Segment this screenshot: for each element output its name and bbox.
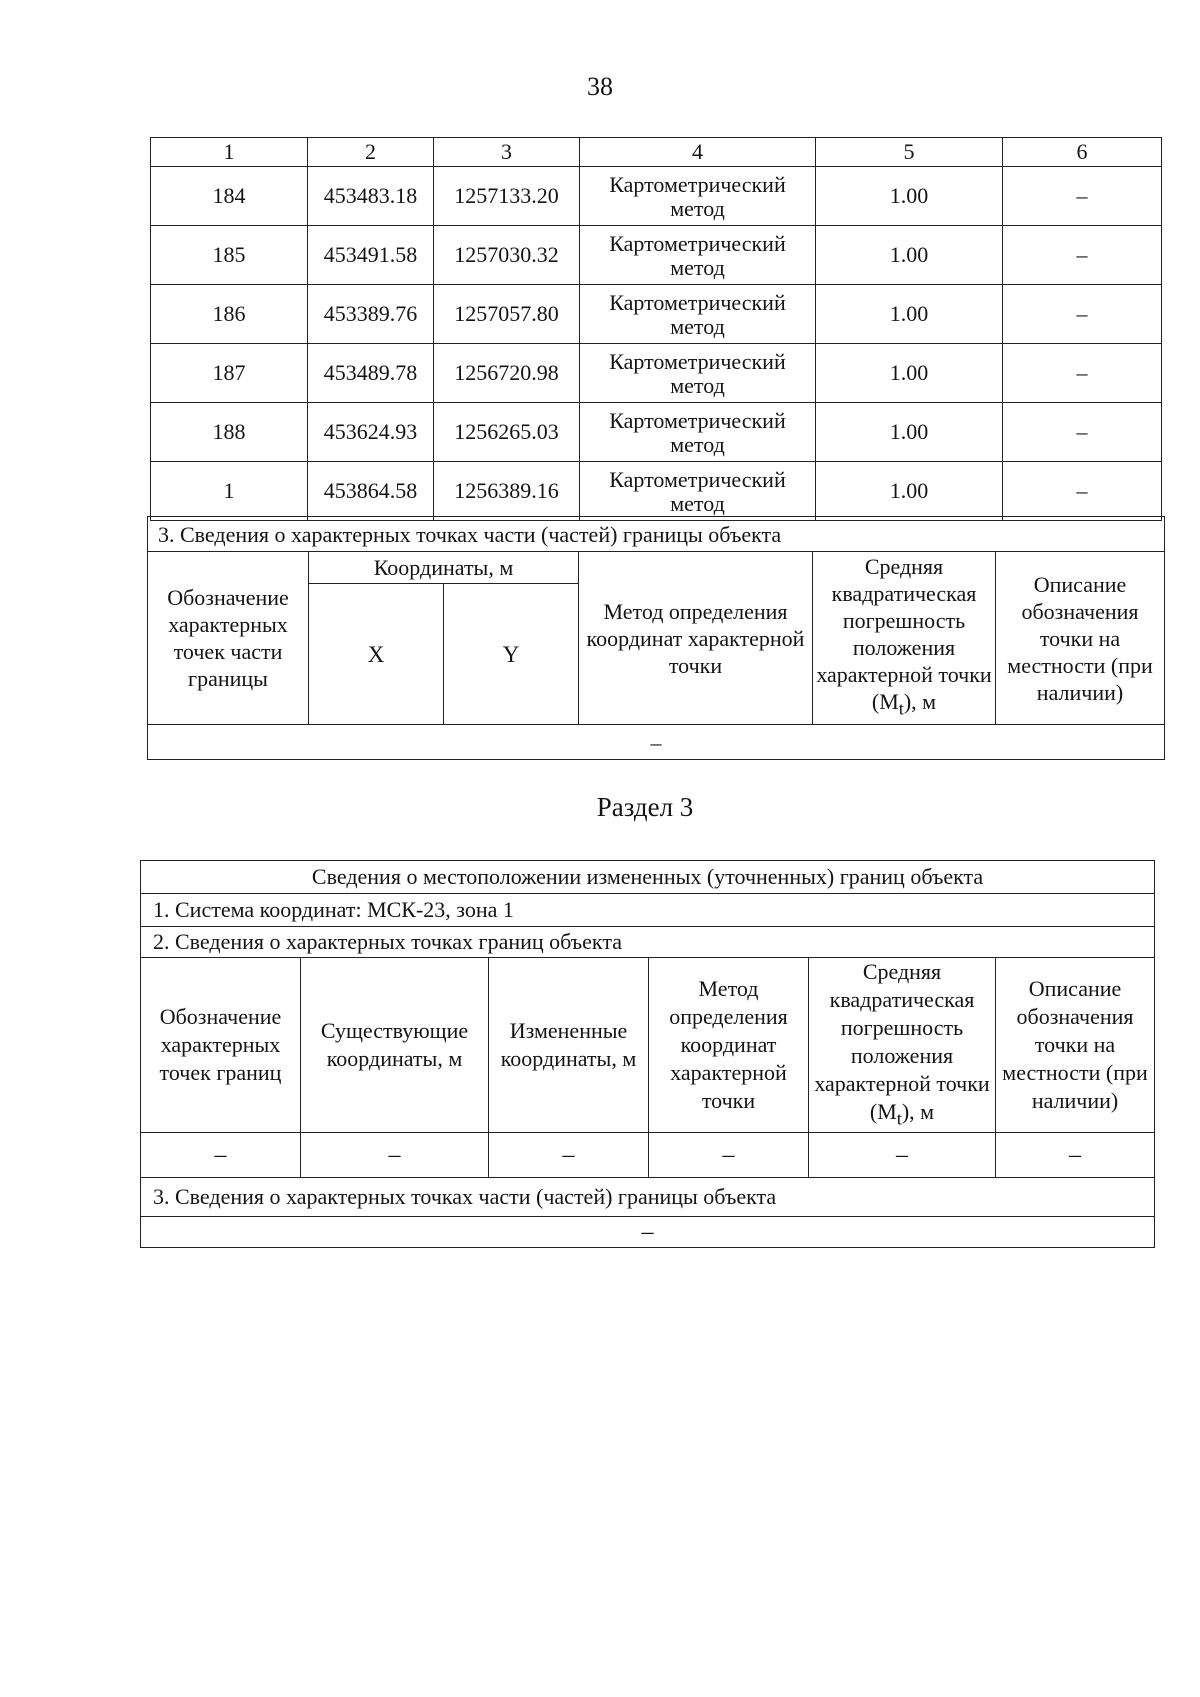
- y-coordinate: 1257133.20: [434, 167, 580, 226]
- part-section-title: 3. Сведения о характерных точках части (частей) границы объекта: [148, 517, 1165, 552]
- description-value: –: [1003, 285, 1162, 344]
- method-line: Картометрический: [609, 408, 786, 433]
- error-header-suffix: ), м: [901, 1099, 935, 1124]
- part-boundary-table: [147, 516, 1165, 760]
- y-coordinate: 1256720.98: [434, 344, 580, 403]
- column-number: 4: [580, 138, 816, 167]
- method-header: Метод определения координат характерной точки: [579, 552, 813, 725]
- description-header: Описание обозначения точки на местности (при наличии): [996, 552, 1165, 725]
- error-header-suffix: ), м: [903, 689, 937, 715]
- point-number: 186: [151, 285, 308, 344]
- changed-coordinates-header: Измененные координаты, м: [489, 958, 649, 1133]
- method-line: Картометрический: [609, 231, 786, 256]
- table-row: [151, 403, 1162, 462]
- y-coordinate: 1257030.32: [434, 226, 580, 285]
- error-value: 1.00: [816, 403, 1003, 462]
- table-row: [141, 1133, 1155, 1178]
- description-value: –: [1003, 226, 1162, 285]
- description-value: –: [1003, 167, 1162, 226]
- empty-cell: –: [141, 1133, 301, 1178]
- method-line: Картометрический: [609, 290, 786, 315]
- method-line: метод: [670, 255, 725, 280]
- error-value: 1.00: [816, 285, 1003, 344]
- method-cell: [580, 285, 816, 344]
- description-value: –: [1003, 403, 1162, 462]
- empty-cell: –: [301, 1133, 489, 1178]
- method-header: Метод определения координат характерной точки: [649, 958, 809, 1133]
- point-number: 188: [151, 403, 308, 462]
- method-line: метод: [670, 432, 725, 457]
- y-coordinate: 1256389.16: [434, 462, 580, 521]
- error-value: 1.00: [816, 167, 1003, 226]
- method-cell: [580, 462, 816, 521]
- section3-header-row: [141, 958, 1155, 1133]
- description-header: Описание обозначения точки на местности (при наличии): [996, 958, 1155, 1133]
- description-value: –: [1003, 344, 1162, 403]
- method-line: Картометрический: [609, 467, 786, 492]
- method-line: метод: [670, 196, 725, 221]
- method-line: Картометрический: [609, 172, 786, 197]
- y-header: Y: [444, 584, 579, 725]
- column-number: 6: [1003, 138, 1162, 167]
- table-row: [151, 226, 1162, 285]
- empty-cell: –: [809, 1133, 996, 1178]
- empty-cell: –: [649, 1133, 809, 1178]
- error-header-text: Средняя квадратическая погрешность положения характерной точки (M: [816, 554, 992, 715]
- x-coordinate: 453864.58: [308, 462, 434, 521]
- column-number: 5: [816, 138, 1003, 167]
- method-line: Картометрический: [609, 349, 786, 374]
- method-line: метод: [670, 373, 725, 398]
- x-coordinate: 453624.93: [308, 403, 434, 462]
- error-value: 1.00: [816, 462, 1003, 521]
- error-value: 1.00: [816, 226, 1003, 285]
- coordinate-system: 1. Система координат: МСК-23, зона 1: [141, 894, 1155, 927]
- y-coordinate: 1257057.80: [434, 285, 580, 344]
- table-row: [151, 462, 1162, 521]
- designation-header: Обозначение характерных точек части границы: [148, 552, 309, 725]
- x-coordinate: 453389.76: [308, 285, 434, 344]
- empty-cell: –: [996, 1133, 1155, 1178]
- error-header: [809, 958, 996, 1133]
- x-header: X: [309, 584, 444, 725]
- page-number: 38: [587, 72, 613, 101]
- method-cell: [580, 226, 816, 285]
- point-number: 185: [151, 226, 308, 285]
- method-line: метод: [670, 314, 725, 339]
- column-number: 1: [151, 138, 308, 167]
- description-value: –: [1003, 462, 1162, 521]
- coordinates-header: Координаты, м: [309, 552, 579, 584]
- table-row: [151, 344, 1162, 403]
- point-number: 184: [151, 167, 308, 226]
- table-row: [151, 285, 1162, 344]
- empty-value: –: [141, 1217, 1155, 1248]
- error-value: 1.00: [816, 344, 1003, 403]
- section-heading: Раздел 3: [596, 792, 694, 822]
- section3-title: Сведения о местоположении измененных (уточненных) границ объекта: [141, 861, 1155, 894]
- column-numbers-row: [151, 138, 1162, 167]
- column-number: 3: [434, 138, 580, 167]
- empty-cell: –: [489, 1133, 649, 1178]
- method-cell: [580, 167, 816, 226]
- column-number: 2: [308, 138, 434, 167]
- designation-header: Обозначение характерных точек границ: [141, 958, 301, 1133]
- existing-coordinates-header: Существующие координаты, м: [301, 958, 489, 1133]
- x-coordinate: 453489.78: [308, 344, 434, 403]
- x-coordinate: 453491.58: [308, 226, 434, 285]
- changed-boundaries-table: [140, 860, 1155, 1248]
- error-header: [813, 552, 996, 725]
- table-row: [151, 167, 1162, 226]
- error-header-subscript: t: [896, 1108, 902, 1129]
- point-number: 1: [151, 462, 308, 521]
- empty-value: –: [148, 725, 1165, 760]
- method-cell: [580, 344, 816, 403]
- error-header-subscript: t: [898, 698, 904, 719]
- point-number: 187: [151, 344, 308, 403]
- x-coordinate: 453483.18: [308, 167, 434, 226]
- part-section-title: 3. Сведения о характерных точках части (частей) границы объекта: [141, 1178, 1155, 1217]
- boundary-points-table: [150, 137, 1162, 521]
- y-coordinate: 1256265.03: [434, 403, 580, 462]
- method-line: метод: [670, 491, 725, 516]
- error-header-text: Средняя квадратическая погрешность положения характерной точки (M: [814, 959, 990, 1124]
- points-info-title: 2. Сведения о характерных точках границ объекта: [141, 927, 1155, 958]
- method-cell: [580, 403, 816, 462]
